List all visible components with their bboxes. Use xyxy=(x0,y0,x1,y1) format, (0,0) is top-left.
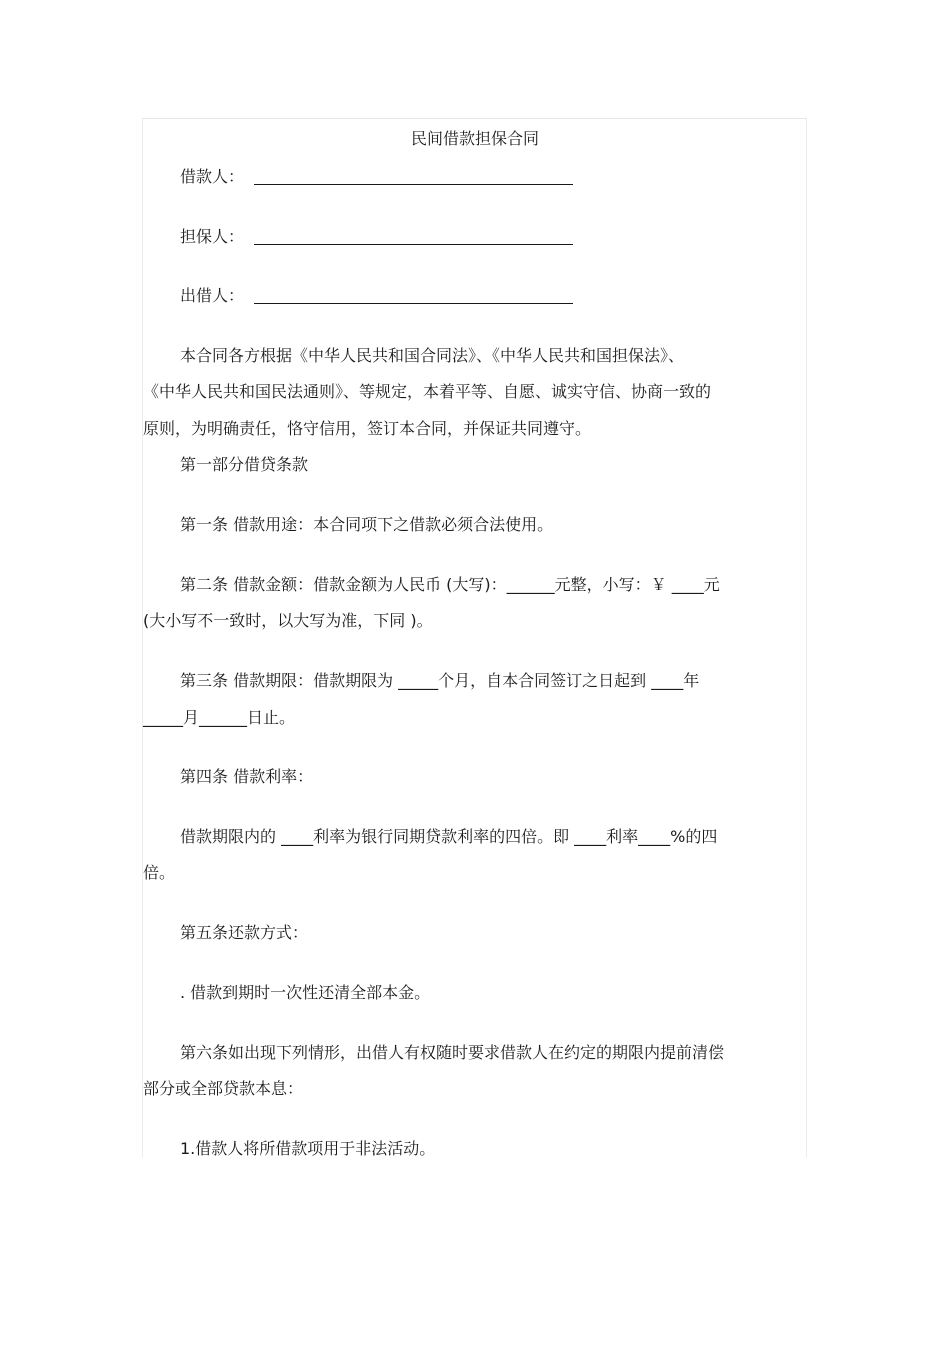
article-4-heading: 第四条 借款利率： xyxy=(180,767,314,786)
article-5-body: . 借款到期时一次性还清全部本金。 xyxy=(180,983,431,1002)
preamble-line-2: 《中华人民共和国民法通则》、等规定，本着平等、自愿、诚实守信、协商一致的 xyxy=(143,382,712,401)
article-1: 第一条 借款用途：本合同项下之借款必须合法使用。 xyxy=(180,515,554,534)
party-label-lender: 出借人： xyxy=(180,286,245,305)
article-2-line-1: 第二条 借款金额：借款金额为人民币 (大写)：______元整，小写：￥ ____元 xyxy=(180,575,720,594)
party-blank-lender xyxy=(254,303,573,304)
article-6-item-1: 1.借款人将所借款项用于非法活动。 xyxy=(180,1139,436,1158)
preamble-line-3: 原则，为明确责任，恪守信用，签订本合同，并保证共同遵守。 xyxy=(143,419,592,438)
article-2-line-2: (大小写不一致时，以大写为准，下同 )。 xyxy=(143,611,433,630)
article-4-body-line-2: 倍。 xyxy=(143,863,176,882)
party-label-borrower: 借款人： xyxy=(180,167,245,186)
article-6-line-1: 第六条如出现下列情形，出借人有权随时要求借款人在约定的期限内提前清偿 xyxy=(180,1043,725,1062)
article-6-line-2: 部分或全部贷款本息： xyxy=(143,1079,304,1098)
party-label-guarantor: 担保人： xyxy=(180,227,245,246)
preamble-line-1: 本合同各方根据《中华人民共和国合同法》、《中华人民共和国担保法》、 xyxy=(180,346,685,365)
article-3-line-1: 第三条 借款期限：借款期限为 _____个月，自本合同签订之日起到 ____年 xyxy=(180,671,700,690)
article-3-line-2: _____月______日止。 xyxy=(143,708,296,727)
document-title: 民间借款担保合同 xyxy=(410,129,539,148)
article-4-body-line-1: 借款期限内的 ____利率为银行同期贷款利率的四倍。即 ____利率____%的四 xyxy=(180,827,718,846)
article-5-heading: 第五条还款方式： xyxy=(180,923,309,942)
party-blank-borrower xyxy=(254,184,573,185)
part-one-heading: 第一部分借贷条款 xyxy=(180,455,309,474)
party-blank-guarantor xyxy=(254,244,573,245)
